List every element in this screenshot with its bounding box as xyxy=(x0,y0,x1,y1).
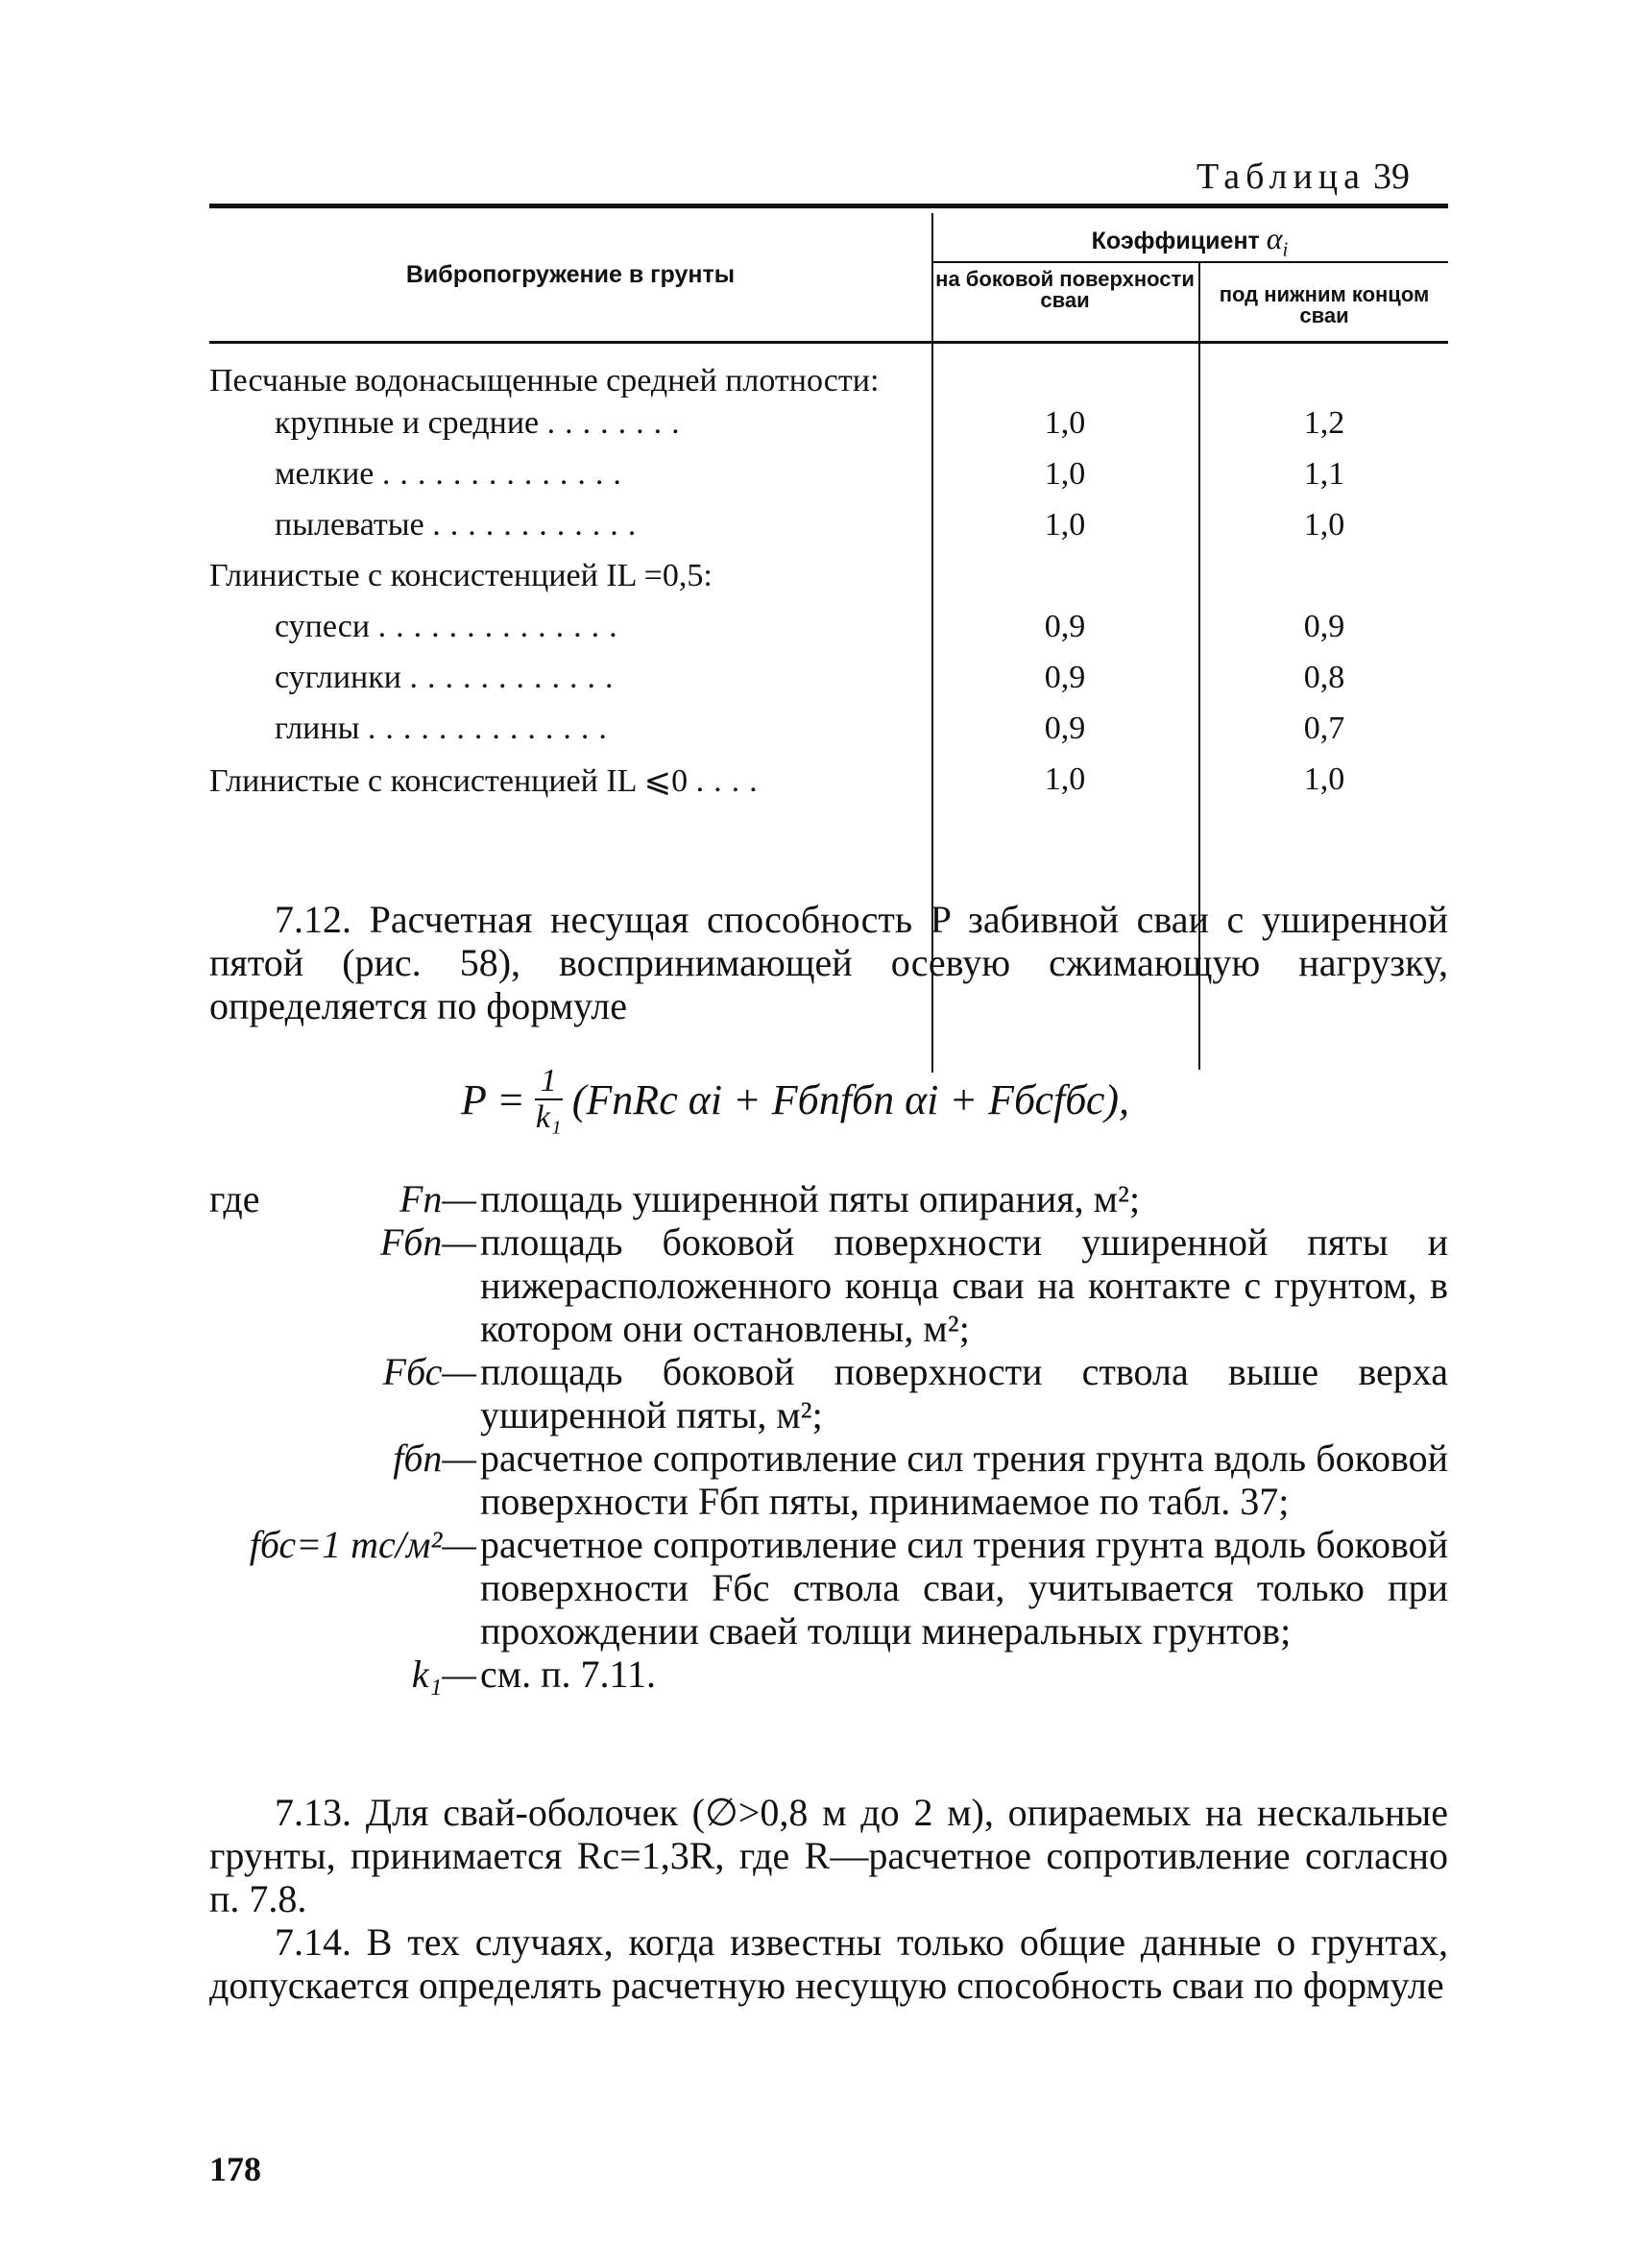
row-label: Глинистые с консистенцией IL ⩽0 .... xyxy=(209,763,767,799)
row-label: мелкие .............. xyxy=(275,456,631,492)
coefficient-label: Коэффициент xyxy=(1091,228,1260,254)
definition-symbol: Fбп— xyxy=(379,1220,476,1264)
row-label: Песчаные водонасыщенные средней плотности: xyxy=(209,363,880,398)
cell-bottom: 0,7 xyxy=(1303,711,1345,746)
column-header-soil: Вибропогружение в грунты xyxy=(405,261,736,288)
definition-symbol: Fп— xyxy=(399,1177,476,1220)
definition-text: расчетное сопротивление сил трения грунта вдоль боковой поверхности Fбп пяты, принимаемое по табл. 37; xyxy=(480,1436,1448,1523)
definition-item xyxy=(209,1653,1448,1696)
row-label: супеси .............. xyxy=(275,609,627,644)
row-label: крупные и средние ........ xyxy=(275,405,689,441)
definition-item xyxy=(209,1436,1448,1523)
definition-item xyxy=(209,1523,1448,1653)
table-row xyxy=(209,603,1448,654)
column-header-bottom: под нижним концом сваи xyxy=(1219,282,1430,327)
paragraph-7-13: 7.13. Для свай-оболочек (∅>0,8 м до 2 м), опираемых на нескальные грунты, принимается Rc=1,3R, где R—расчетное сопротивление согласно п. 7.8. xyxy=(209,1791,1448,1920)
cell-side: 0,9 xyxy=(1044,660,1086,695)
column-header-coefficient xyxy=(931,221,1448,261)
coefficient-table xyxy=(209,204,1448,866)
definition-text: площадь уширенной пяты опирания, м²; xyxy=(480,1177,1141,1220)
cell-side: 1,0 xyxy=(1044,761,1086,797)
definition-text: см. п. 7.11. xyxy=(480,1653,656,1696)
definition-symbol: fбп— xyxy=(393,1436,476,1480)
cell-bottom: 1,0 xyxy=(1303,761,1345,797)
row-label: глины .............. xyxy=(275,711,616,746)
row-label: суглинки ............ xyxy=(275,660,623,695)
definition-text: площадь боковой поверхности ствола выше верха уширенной пяты, м²; xyxy=(480,1350,1448,1436)
cell-side: 1,0 xyxy=(1044,507,1086,543)
cell-side: 1,0 xyxy=(1044,456,1086,492)
cell-side: 0,9 xyxy=(1044,609,1086,644)
table-row xyxy=(209,501,1448,552)
definition-symbol: fбс=1 тс/м²— xyxy=(249,1523,476,1566)
table-row xyxy=(209,450,1448,501)
table-row xyxy=(209,705,1448,756)
table-body xyxy=(209,357,1448,807)
formula-rhs: (FпRc αi + Fбпfбп αi + Fбсfбс), xyxy=(571,1075,1130,1123)
fraction-denominator: k₁ xyxy=(535,1099,562,1135)
formula-lhs: P = xyxy=(461,1075,525,1123)
paragraph-7-12: 7.12. Расчетная несущая способность P забивной сваи с уширенной пятой (рис. 58), воспринимающей осевую сжимающую нагрузку, определяется по формуле xyxy=(209,898,1448,1027)
cell-bottom: 1,1 xyxy=(1303,456,1345,492)
formula-fraction xyxy=(535,1064,563,1135)
cell-bottom: 0,8 xyxy=(1303,660,1345,695)
table-row xyxy=(209,552,1448,603)
definition-item xyxy=(209,1177,1448,1220)
table-title xyxy=(1197,156,1410,198)
row-label: Глинистые с консистенцией IL =0,5: xyxy=(209,558,713,593)
definition-symbol: k₁— xyxy=(411,1653,476,1696)
where-word: где xyxy=(209,1177,260,1220)
formula-bearing-capacity xyxy=(461,1064,1129,1135)
fraction-numerator: 1 xyxy=(535,1064,563,1100)
cell-bottom: 1,2 xyxy=(1303,405,1345,441)
cell-bottom: 0,9 xyxy=(1303,609,1345,644)
definition-text: площадь боковой поверхности уширенной пяты и нижерасположенного конца сваи на контакте с грунтом, в котором они остановлены, м²; xyxy=(480,1220,1448,1350)
paragraph-7-14: 7.14. В тех случаях, когда известны только общие данные о грунтах, допускается определять расчетную несущую способность сваи по формуле xyxy=(209,1920,1448,2007)
page-number: 178 xyxy=(209,2150,261,2188)
table-header-rule xyxy=(209,341,1448,344)
coefficient-symbol: $\alpha_i$ xyxy=(1266,221,1289,261)
cell-side: 0,9 xyxy=(1044,711,1086,746)
definition-symbol: Fбс— xyxy=(382,1350,476,1393)
column-header-side: на боковой поверхности сваи xyxy=(935,267,1195,312)
cell-side: 1,0 xyxy=(1044,405,1086,441)
definitions-list xyxy=(209,1177,1448,1696)
cell-bottom: 1,0 xyxy=(1303,507,1345,543)
table-row xyxy=(209,756,1448,807)
table-row xyxy=(209,654,1448,705)
table-number: 39 xyxy=(1373,157,1410,197)
table-top-rule xyxy=(209,204,1448,208)
table-title-word: Таблица xyxy=(1196,157,1366,197)
table-row xyxy=(209,399,1448,450)
row-label: пылеватые ............ xyxy=(275,507,646,543)
definition-text: расчетное сопротивление сил трения грунта вдоль боковой поверхности Fбс ствола сваи, учитывается только при прохождении сваей толщи минеральных грунтов; xyxy=(480,1523,1448,1653)
definition-item xyxy=(209,1220,1448,1350)
table-row xyxy=(209,357,1448,399)
definition-item xyxy=(209,1350,1448,1436)
